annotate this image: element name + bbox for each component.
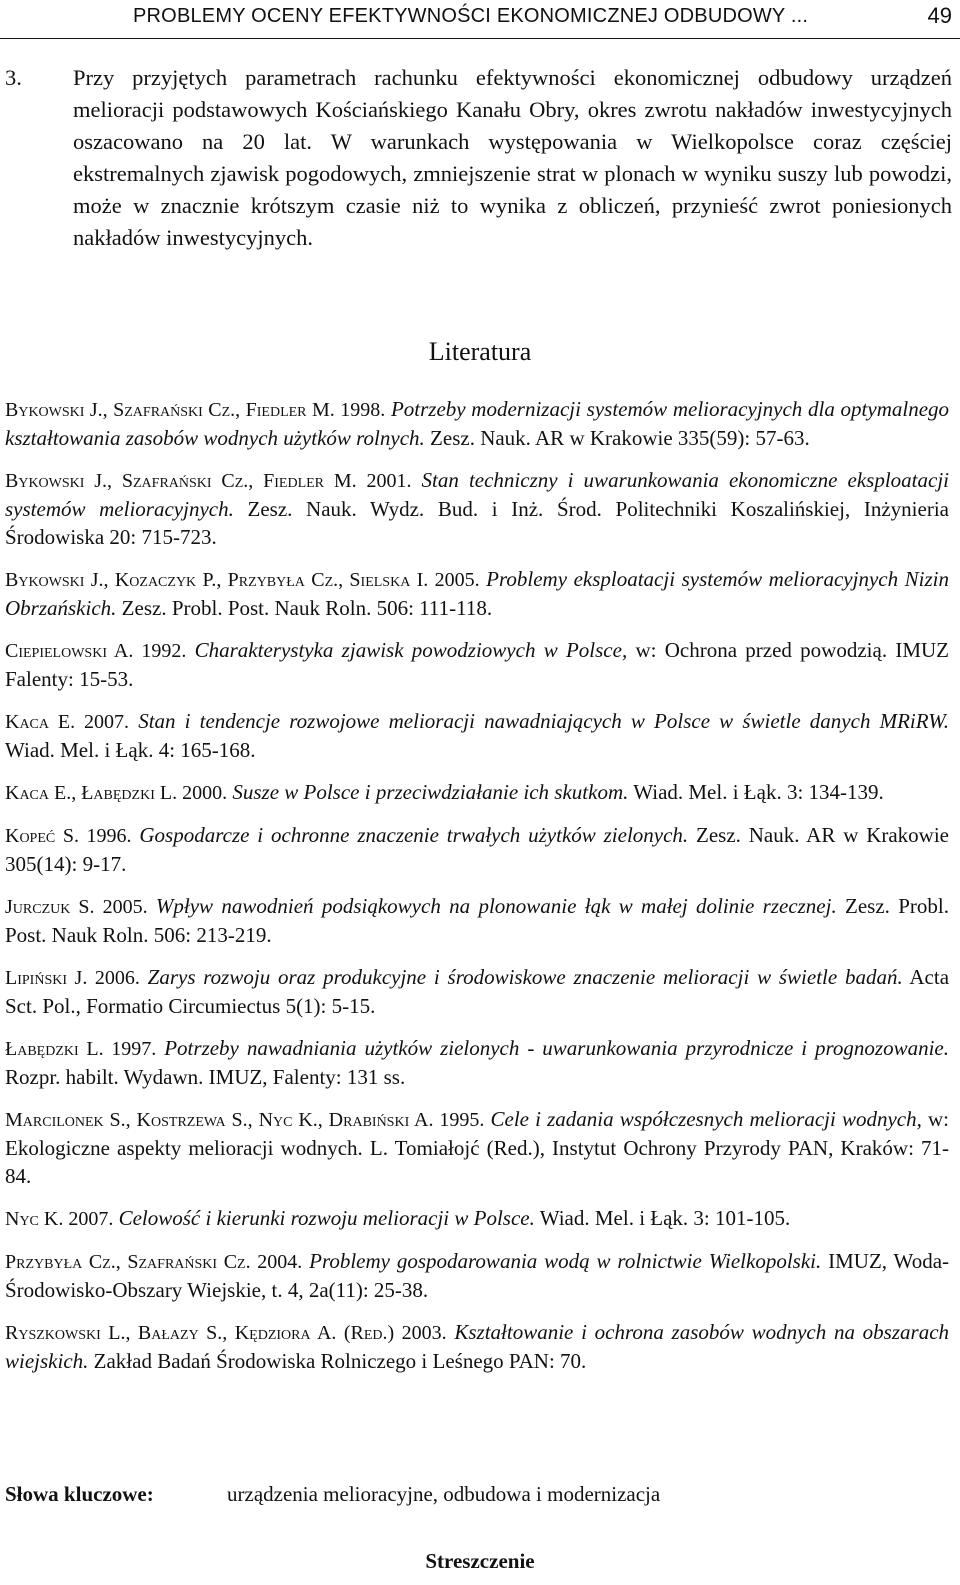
running-header xyxy=(0,0,960,39)
reference-authors: Bykowski J., Kozaczyk P., Przybyła Cz., Sielska I. 2005. xyxy=(5,569,480,591)
keywords-label: Słowa kluczowe: xyxy=(5,1482,154,1506)
reference-authors: Kaca E., Łabędzki L. 2000. xyxy=(5,782,228,804)
reference-item xyxy=(5,1247,949,1304)
reference-source: Zesz. Nauk. Wydz. Bud. i Inż. Środ. Politechniki Koszalińskiej, Inżynieria Środowiska 20: 715-723. xyxy=(5,497,949,549)
keywords-value: urządzenia melioracyjne, odbudowa i modernizacja xyxy=(227,1482,661,1506)
paragraph-text: Przy przyjętych parametrach rachunku efektywności ekonomicznej odbudowy urządzeń melioracji podstawowych Kościańskiego Kanału Obry, okres zwrotu nakładów inwestycyjnych oszacowano na 20 lat. W warunkach występowania w Wielkopolsce coraz częściej ekstremalnych zjawisk pogodowych, zmniejszenie strat w plonach w wyniku suszy lub powodzi, może w znacznie krótszym czasie niż to wynika z obliczeń, przynieść zwrot poniesionych nakładów inwestycyjnych. xyxy=(73,65,952,250)
reference-item xyxy=(5,1204,949,1233)
keywords xyxy=(5,1480,949,1508)
reference-source: IMUZ, Woda-Środowisko-Obszary Wiejskie, t. 4, 2a(11): 25-38. xyxy=(5,1249,950,1302)
reference-item xyxy=(5,892,949,949)
reference-authors: Marcilonek S., Kostrzewa S., Nyc K., Drabiński A. 1995. xyxy=(5,1109,485,1131)
reference-title: Susze w Polsce i przeciwdziałanie ich skutkom. xyxy=(232,780,629,804)
abstract-title: Streszczenie xyxy=(425,1549,535,1573)
reference-authors: Ciepielowski A. 1992. xyxy=(5,640,187,662)
reference-source: Wiad. Mel. i Łąk. 4: 165-168. xyxy=(5,738,256,762)
conclusion-paragraph xyxy=(0,62,952,254)
reference-title: Kształtowanie i ochrona zasobów wodnych na obszarach wiejskich. xyxy=(5,1320,950,1373)
reference-title: Wpływ nawodnień podsiąkowych na plonowanie łąk w małej dolinie rzecznej. xyxy=(155,894,837,918)
reference-authors: Lipiński J. 2006. xyxy=(5,967,140,989)
reference-authors: Ryszkowski L., Bałazy S., Kędziora A. (Red.) 2003. xyxy=(5,1322,447,1344)
reference-authors: Jurczuk S. 2005. xyxy=(5,896,148,918)
reference-title: Charakterystyka zjawisk powodziowych w Polsce, xyxy=(194,638,628,662)
reference-item xyxy=(5,707,949,764)
running-title: PROBLEMY OCENY EFEKTYWNOŚCI EKONOMICZNEJ ODBUDOWY ... xyxy=(133,5,809,27)
reference-authors: Kaca E. 2007. xyxy=(5,711,130,733)
reference-title: Zarys rozwoju oraz produkcyjne i środowiskowe znaczenie melioracji w świetle badań. xyxy=(147,965,903,989)
reference-title: Potrzeby modernizacji systemów melioracyjnych dla optymalnego kształtowania zasobów wodnych użytków rolnych. xyxy=(5,397,950,450)
reference-source: w: Ekologiczne aspekty melioracji wodnych. L. Tomiałojć (Red.), Instytut Ochrony Przyrody PAN, Kraków: 71-84. xyxy=(5,1107,950,1188)
reference-title: Potrzeby nawadniania użytków zielonych - uwarunkowania przyrodnicze i prognozowanie. xyxy=(164,1036,949,1060)
reference-title: Cele i zadania współczesnych melioracji wodnych, xyxy=(490,1107,922,1131)
page-number: 49 xyxy=(927,3,952,28)
reference-source: Acta Sct. Pol., Formatio Circumiectus 5(1): 5-15. xyxy=(5,965,950,1018)
reference-authors: Bykowski J., Szafrański Cz., Fiedler M. 1998. xyxy=(5,399,386,421)
section-title: Literatura xyxy=(428,337,532,366)
reference-authors: Bykowski J., Szafrański Cz., Fiedler M. 2001. xyxy=(5,470,412,492)
reference-source: Zesz. Probl. Post. Nauk Roln. 506: 111-118. xyxy=(121,596,493,620)
reference-title: Celowość i kierunki rozwoju melioracji w Polsce. xyxy=(118,1206,535,1230)
reference-item xyxy=(5,395,949,452)
reference-title: Problemy eksploatacji systemów melioracyjnych Nizin Obrzańskich. xyxy=(5,567,950,620)
reference-source: Zakład Badań Środowiska Rolniczego i Leśnego PAN: 70. xyxy=(93,1349,587,1373)
reference-title: Stan techniczny i uwarunkowania ekonomiczne eksploatacji systemów melioracyjnych. xyxy=(5,468,949,521)
reference-source: Zesz. Nauk. AR w Krakowie 335(59): 57-63. xyxy=(430,426,810,450)
reference-authors: Kopeć S. 1996. xyxy=(5,825,132,847)
reference-item xyxy=(5,636,949,693)
reference-authors: Przybyła Cz., Szafrański Cz. 2004. xyxy=(5,1251,303,1273)
reference-item xyxy=(5,466,949,551)
reference-source: Wiad. Mel. i Łąk. 3: 101-105. xyxy=(539,1206,791,1230)
reference-list xyxy=(5,395,949,1389)
reference-item xyxy=(5,821,949,878)
reference-authors: Nyc K. 2007. xyxy=(5,1208,114,1230)
reference-source: w: Ochrona przed powodzią. IMUZ Falenty: 15-53. xyxy=(5,638,949,691)
reference-source: Rozpr. habilt. Wydawn. IMUZ, Falenty: 131 ss. xyxy=(5,1065,406,1089)
reference-title: Stan i tendencje rozwojowe melioracji nawadniających w Polsce w świetle danych MRiRW. xyxy=(138,709,950,733)
reference-item xyxy=(5,565,949,622)
reference-title: Gospodarcze i ochronne znaczenie trwałych użytków zielonych. xyxy=(139,823,689,847)
reference-source: Zesz. Nauk. AR w Krakowie 305(14): 9-17. xyxy=(5,823,950,876)
reference-item xyxy=(5,1034,949,1091)
reference-title: Problemy gospodarowania wodą w rolnictwie Wielkopolski. xyxy=(309,1249,822,1273)
reference-item xyxy=(5,1105,949,1190)
reference-authors: Łabędzki L. 1997. xyxy=(5,1038,157,1060)
reference-item xyxy=(5,778,949,807)
reference-source: Zesz. Probl. Post. Nauk Roln. 506: 213-219. xyxy=(5,894,949,947)
reference-source: Wiad. Mel. i Łąk. 3: 134-139. xyxy=(633,780,884,804)
paragraph-number: 3. xyxy=(5,65,22,90)
reference-item xyxy=(5,963,949,1020)
reference-item xyxy=(5,1318,949,1375)
